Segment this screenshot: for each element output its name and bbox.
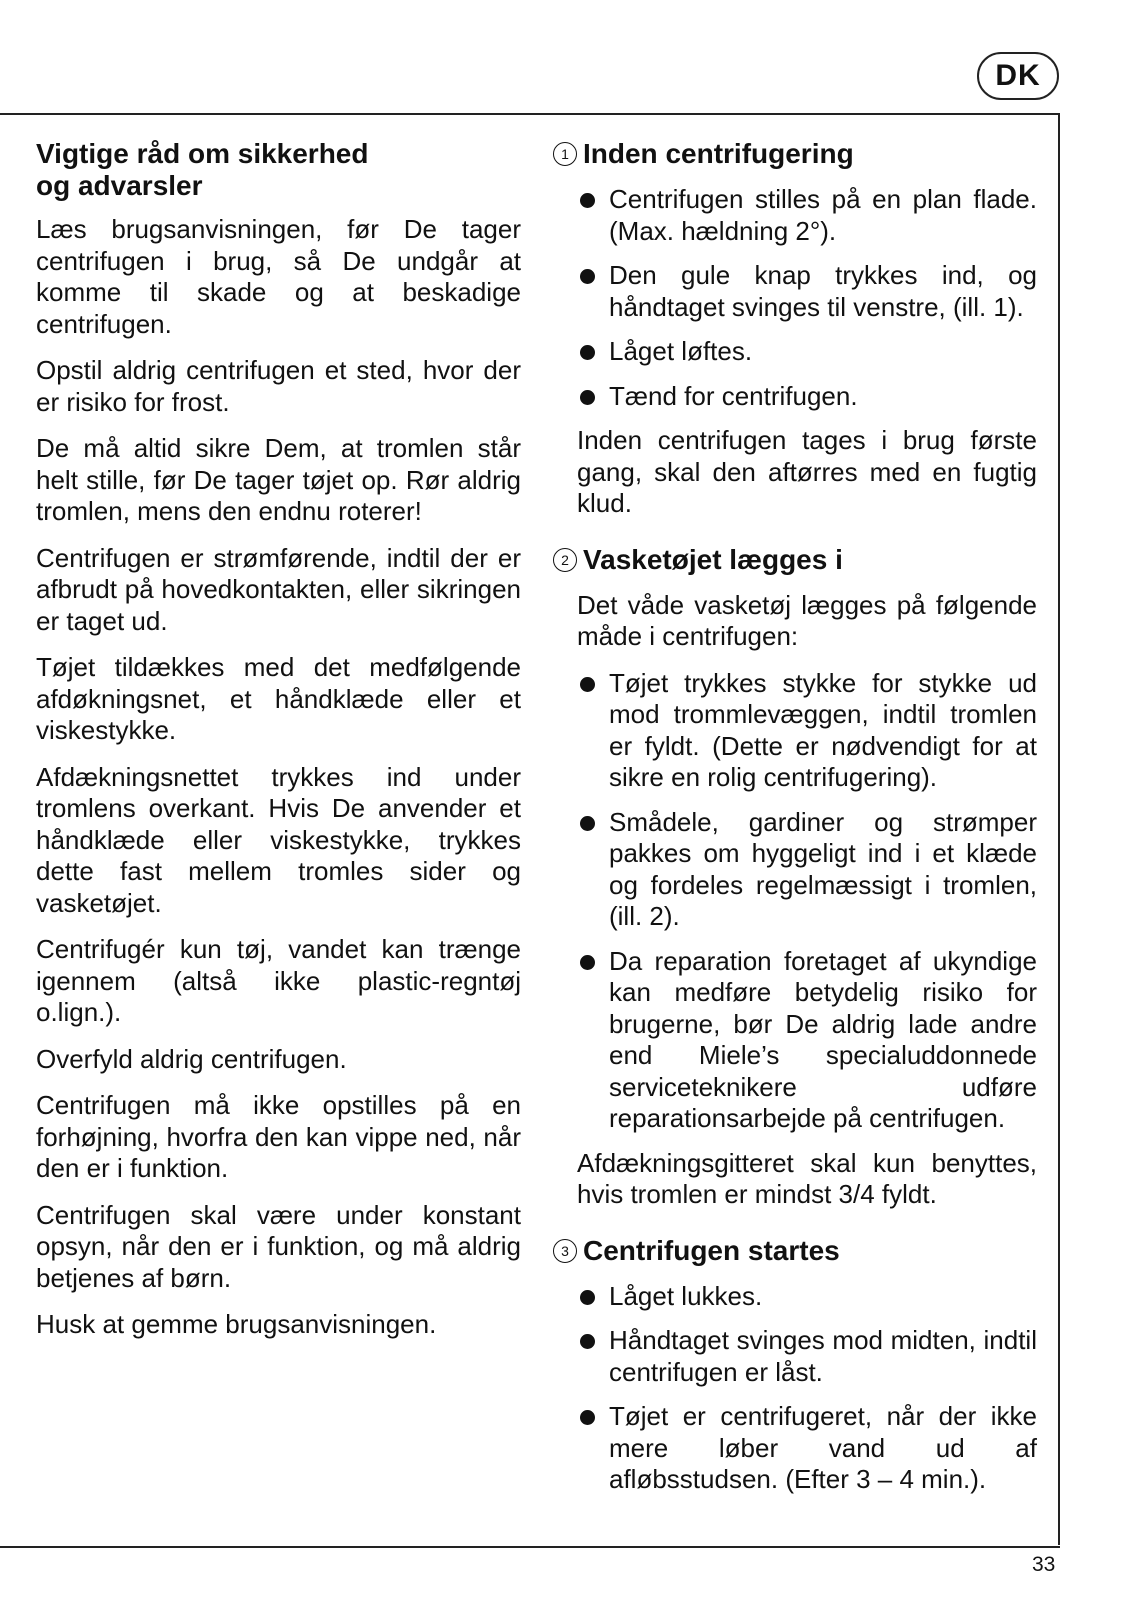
section-heading <box>553 1235 1037 1267</box>
section-title: Vasketøjet lægges i <box>583 543 843 575</box>
safety-paragraph: Tøjet tildækkes med det medfølgende afdøkningsnet, et håndklæde eller et viskestykke. <box>36 652 521 745</box>
top-rule <box>0 113 1060 115</box>
safety-paragraph: Opstil aldrig centrifugen et sted, hvor der er risiko for frost. <box>36 355 521 417</box>
list-item: Den gule knap trykkes ind, og håndtaget svinges til venstre, (ill. 1). <box>577 260 1037 323</box>
safety-paragraph: De må altid sikre Dem, at tromlen står helt stille, før De tager tøjet op. Rør aldrig tromlen, mens den endnu roterer! <box>36 433 521 526</box>
list-item: Tøjet trykkes stykke for stykke ud mod trommlevæggen, indtil tromlen er fyldt. (Dette er nødvendigt for at sikre en rolig centrifugering). <box>577 668 1037 794</box>
safety-paragraph: Overfyld aldrig centrifugen. <box>36 1043 347 1074</box>
section-title: Inden centrifugering <box>583 138 854 169</box>
list-item: Tænd for centrifugen. <box>577 381 1037 413</box>
step-number-badge: 3 <box>553 1239 577 1263</box>
section-note: Afdækningsgitteret skal kun benyttes, hvis tromlen er mindst 3/4 fyldt. <box>577 1147 1037 1209</box>
safety-paragraph: Centrifugen må ikke opstilles på en forhøjning, hvorfra den kan vippe ned, når den er i funktion. <box>36 1090 521 1183</box>
right-rule <box>1058 113 1060 1545</box>
section-heading <box>553 544 1037 576</box>
safety-paragraph: Centrifugér kun tøj, vandet kan trænge igennem (altså ikke plastic-regntøj o.lign.). <box>36 934 521 1027</box>
step-number-badge: 2 <box>553 548 577 572</box>
language-badge: DK <box>977 52 1059 100</box>
safety-column <box>36 138 521 1356</box>
section-title: Centrifugen startes <box>583 1234 840 1266</box>
page-number: 33 <box>1032 1553 1056 1576</box>
section-before-spinning <box>553 138 1037 520</box>
bullet-list <box>577 668 1037 1135</box>
bottom-rule <box>0 1546 1060 1548</box>
section-intro: Det våde vasketøj lægges på følgende måde i centrifugen: <box>577 589 1037 651</box>
bullet-list <box>577 184 1037 412</box>
safety-title <box>36 138 521 202</box>
step-number-badge: 1 <box>553 142 577 166</box>
list-item: Låget løftes. <box>577 336 1037 368</box>
list-item: Centrifugen stilles på en plan flade. (Max. hældning 2°). <box>577 184 1037 247</box>
list-item: Håndtaget svinges mod midten, indtil centrifugen er låst. <box>577 1325 1037 1388</box>
safety-paragraph: Læs brugsanvisningen, før De tager centrifugen i brug, så De undgår at komme til skade og at beskadige centrifugen. <box>36 214 521 339</box>
bullet-list <box>577 1281 1037 1496</box>
safety-title-line2: og advarsler <box>36 170 203 201</box>
safety-paragraph: Husk at gemme brugsanvisningen. <box>36 1309 437 1339</box>
section-note: Inden centrifugen tages i brug første gang, skal den aftørres med en fugtig klud. <box>577 425 1037 518</box>
instructions-column <box>553 138 1037 1520</box>
section-starting <box>553 1235 1037 1496</box>
list-item: Smådele, gardiner og strømper pakkes om hyggeligt ind i et klæde og fordeles regelmæssigt i tromlen, (ill. 2). <box>577 807 1037 933</box>
safety-paragraph: Afdækningsnettet trykkes ind under tromlens overkant. Hvis De anvender et håndklæde eller viskestykke, trykkes dette fast mellem tromles sider og vasketøjet. <box>36 761 521 918</box>
list-item: Låget lukkes. <box>577 1281 1037 1313</box>
section-heading <box>553 138 1037 170</box>
section-loading-laundry <box>553 544 1037 1211</box>
safety-paragraph: Centrifugen er strømførende, indtil der er afbrudt på hovedkontakten, eller sikringen er taget ud. <box>36 542 521 636</box>
list-item: Tøjet er centrifugeret, når der ikke mere løber vand ud af afløbsstudsen. (Efter 3 – 4 min.). <box>577 1401 1037 1496</box>
safety-title-line1: Vigtige råd om sikkerhed <box>36 138 369 169</box>
list-item: Da reparation foretaget af ukyndige kan medføre betydelig risiko for brugerne, bør De aldrig lade andre end Miele’s specialuddonnede serviceteknikere udføre reparationsarbejde på centrifugen. <box>577 946 1037 1135</box>
safety-paragraph: Centrifugen skal være under konstant opsyn, når den er i funktion, og må aldrig betjenes af børn. <box>36 1199 521 1293</box>
